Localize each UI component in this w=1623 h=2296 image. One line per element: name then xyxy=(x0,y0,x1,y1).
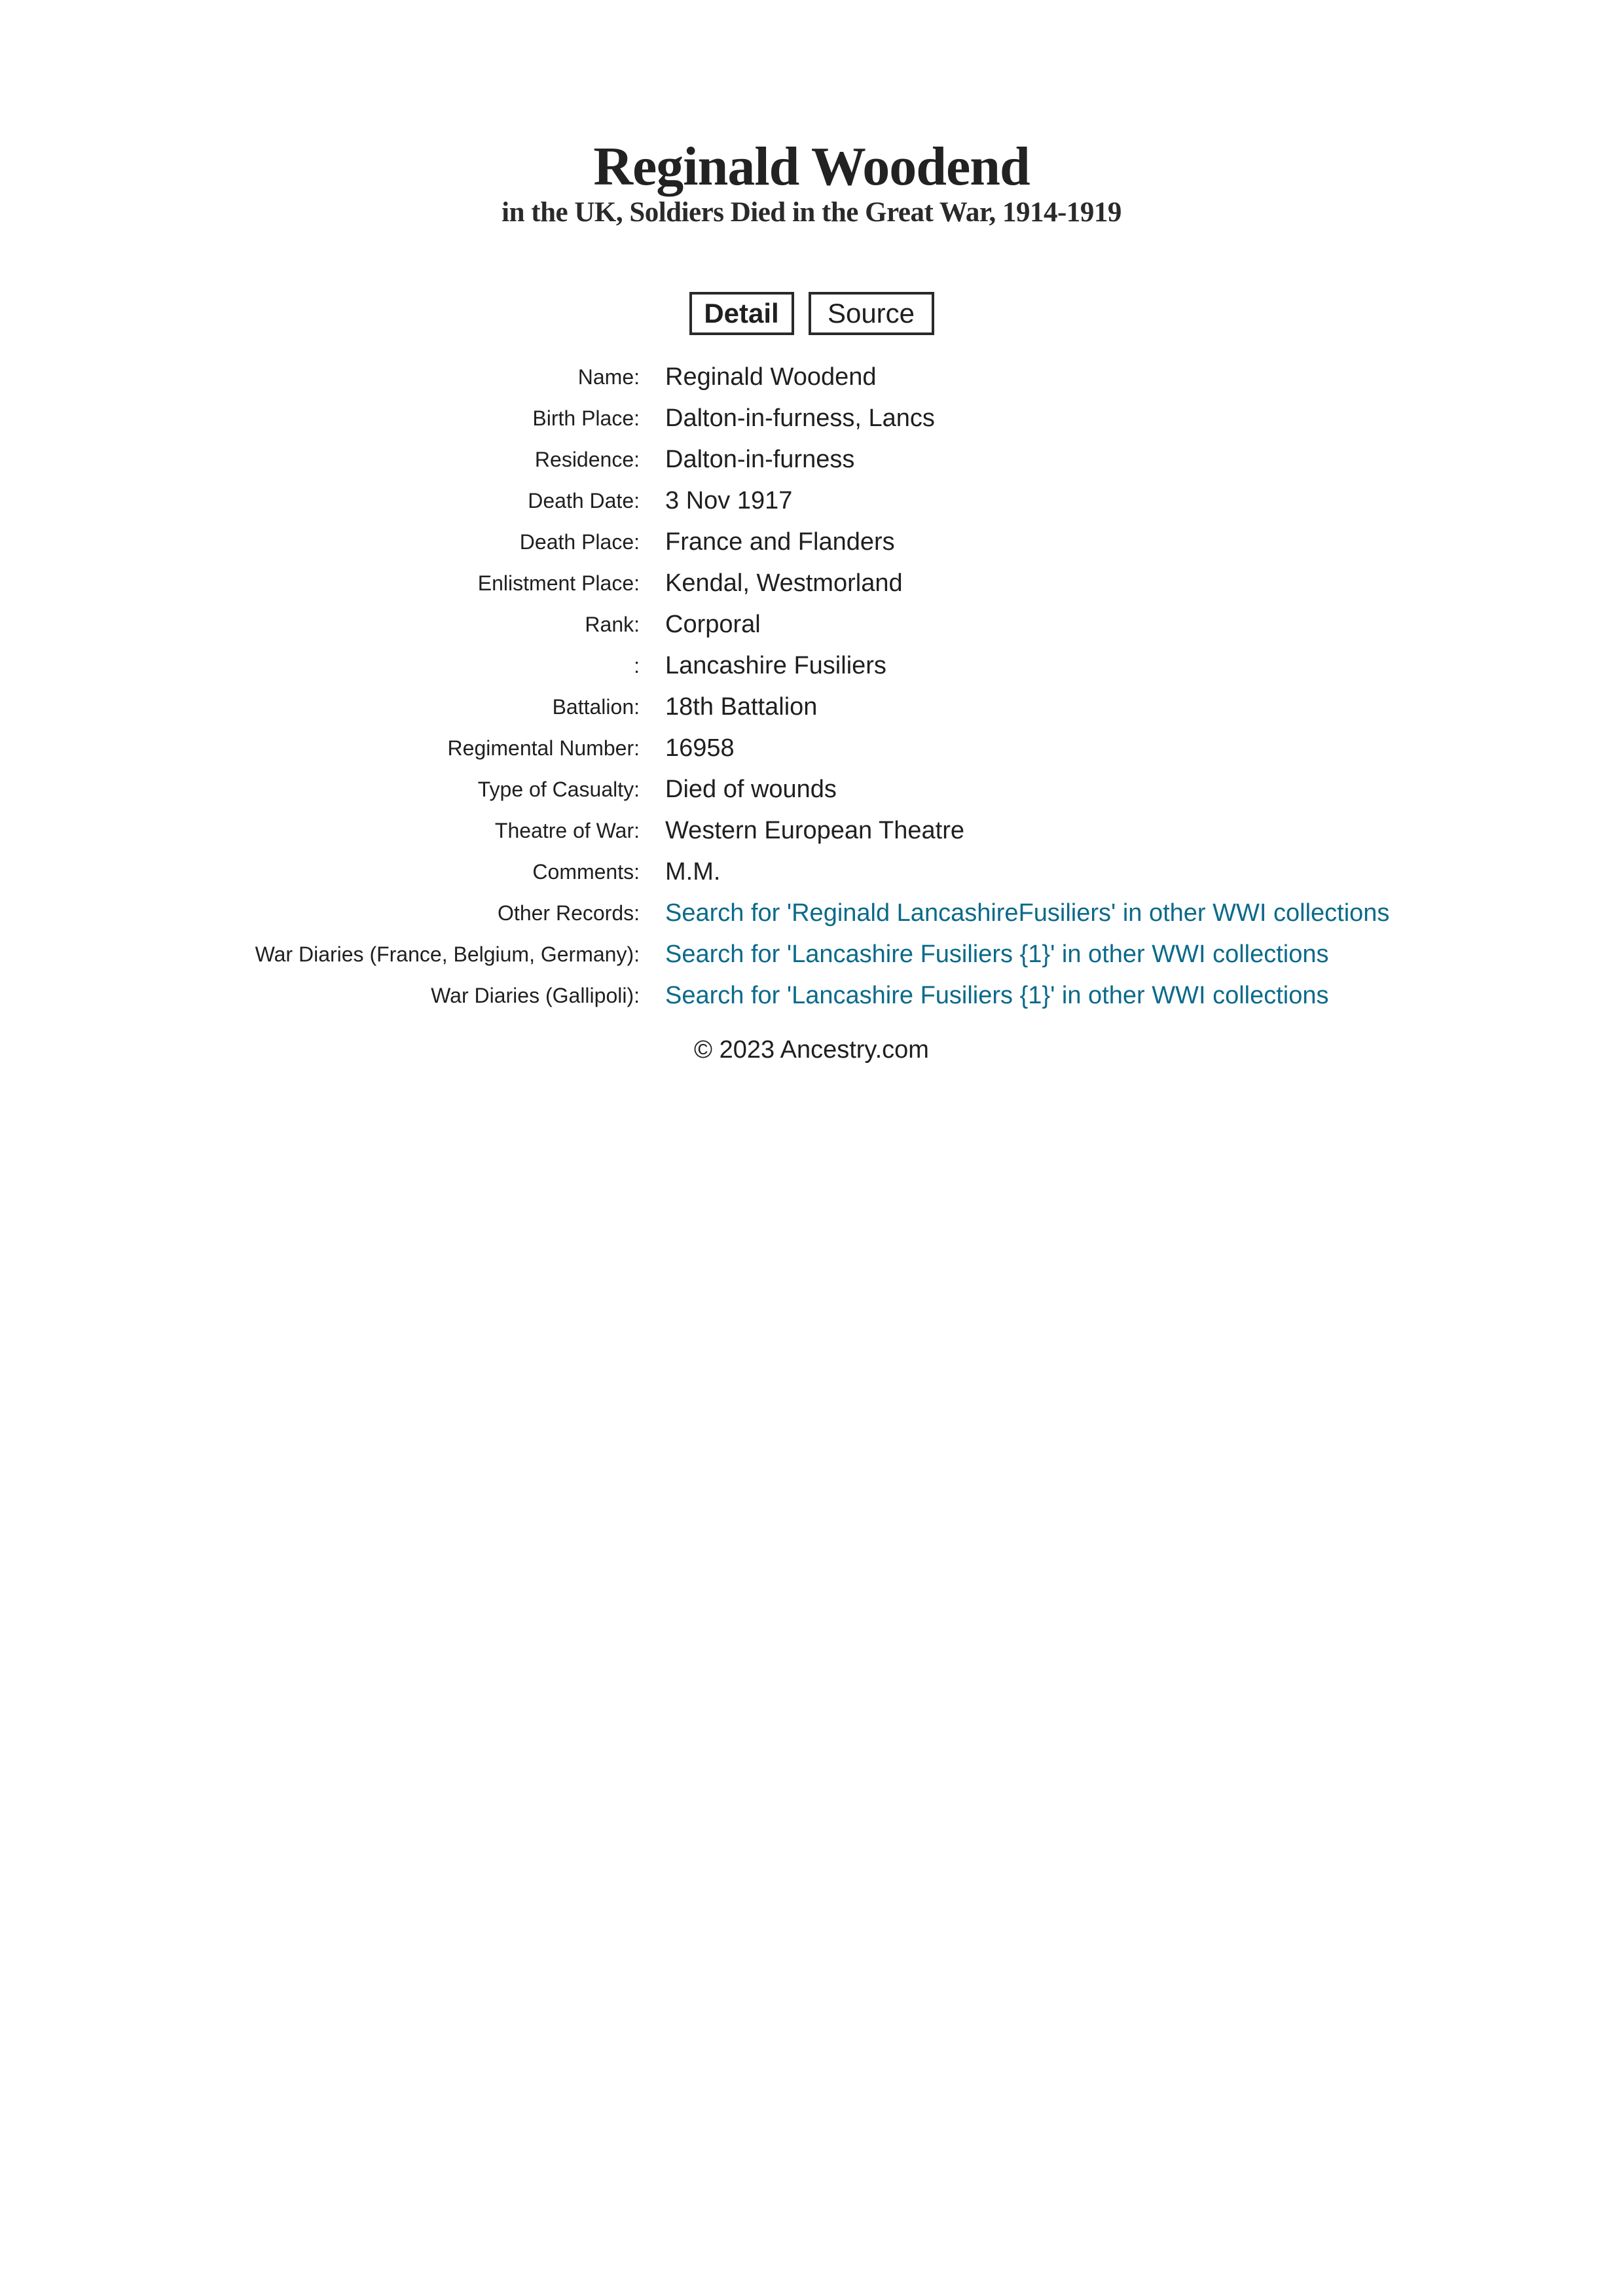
record-row-residence xyxy=(0,439,1623,480)
record-row-war-diaries-gallipoli xyxy=(0,975,1623,1016)
field-label: Other Records: xyxy=(498,901,640,925)
field-label: Name: xyxy=(577,365,640,389)
page-title: Reginald Woodend xyxy=(593,136,1030,197)
field-label: Enlistment Place: xyxy=(477,571,640,595)
record-row-comments xyxy=(0,852,1623,893)
field-value: Dalton-in-furness, Lancs xyxy=(665,404,935,432)
tab-detail[interactable]: Detail xyxy=(689,292,794,335)
record-row-other-records xyxy=(0,893,1623,934)
record-row-type-of-casualty xyxy=(0,769,1623,810)
record-row-regimental-number xyxy=(0,728,1623,769)
record-row-birth-place xyxy=(0,398,1623,439)
field-value: Western European Theatre xyxy=(665,817,964,844)
field-label: Comments: xyxy=(532,860,640,884)
field-value: Corporal xyxy=(665,611,761,638)
field-value: Died of wounds xyxy=(665,776,837,803)
field-label: Death Place: xyxy=(519,530,640,554)
view-tabs xyxy=(0,292,1623,335)
field-label: : xyxy=(634,654,640,677)
record-details xyxy=(0,357,1623,1016)
field-value: Dalton-in-furness xyxy=(665,446,855,473)
field-value: Kendal, Westmorland xyxy=(665,569,903,597)
record-row-death-date xyxy=(0,480,1623,522)
war-diaries-gallipoli-search-link[interactable]: Search for 'Lancashire Fusiliers {1}' in other WWI collections xyxy=(665,982,1329,1009)
field-label: Residence: xyxy=(534,448,640,471)
collection-subtitle: in the UK, Soldiers Died in the Great War, 1914-1919 xyxy=(501,197,1122,228)
copyright-footer: © 2023 Ancestry.com xyxy=(694,1036,929,1064)
record-row-regiment xyxy=(0,645,1623,687)
field-label: Birth Place: xyxy=(532,406,640,430)
record-row-war-diaries-france xyxy=(0,934,1623,975)
record-row-rank xyxy=(0,604,1623,645)
tab-source[interactable]: Source xyxy=(809,292,934,335)
field-label: Theatre of War: xyxy=(494,819,640,842)
record-row-name xyxy=(0,357,1623,398)
field-value: France and Flanders xyxy=(665,528,895,556)
field-value: 18th Battalion xyxy=(665,693,818,721)
field-value: Lancashire Fusiliers xyxy=(665,652,886,679)
field-label: War Diaries (France, Belgium, Germany): xyxy=(255,942,640,966)
field-value: 16958 xyxy=(665,734,735,762)
field-value: Reginald Woodend xyxy=(665,363,877,391)
war-diaries-france-search-link[interactable]: Search for 'Lancashire Fusiliers {1}' in other WWI collections xyxy=(665,941,1329,968)
record-row-theatre-of-war xyxy=(0,810,1623,852)
record-header xyxy=(0,134,1623,231)
field-value: M.M. xyxy=(665,858,721,886)
field-label: Rank: xyxy=(585,613,640,636)
field-label: War Diaries (Gallipoli): xyxy=(431,984,640,1007)
record-row-battalion xyxy=(0,687,1623,728)
field-value: 3 Nov 1917 xyxy=(665,487,793,514)
field-label: Regimental Number: xyxy=(447,736,640,760)
field-label: Type of Casualty: xyxy=(477,778,640,801)
record-row-death-place xyxy=(0,522,1623,563)
field-label: Battalion: xyxy=(552,695,640,719)
field-label: Death Date: xyxy=(528,489,640,512)
other-records-search-link[interactable]: Search for 'Reginald LancashireFusiliers' in other WWI collections xyxy=(665,899,1390,927)
record-row-enlistment-place xyxy=(0,563,1623,604)
